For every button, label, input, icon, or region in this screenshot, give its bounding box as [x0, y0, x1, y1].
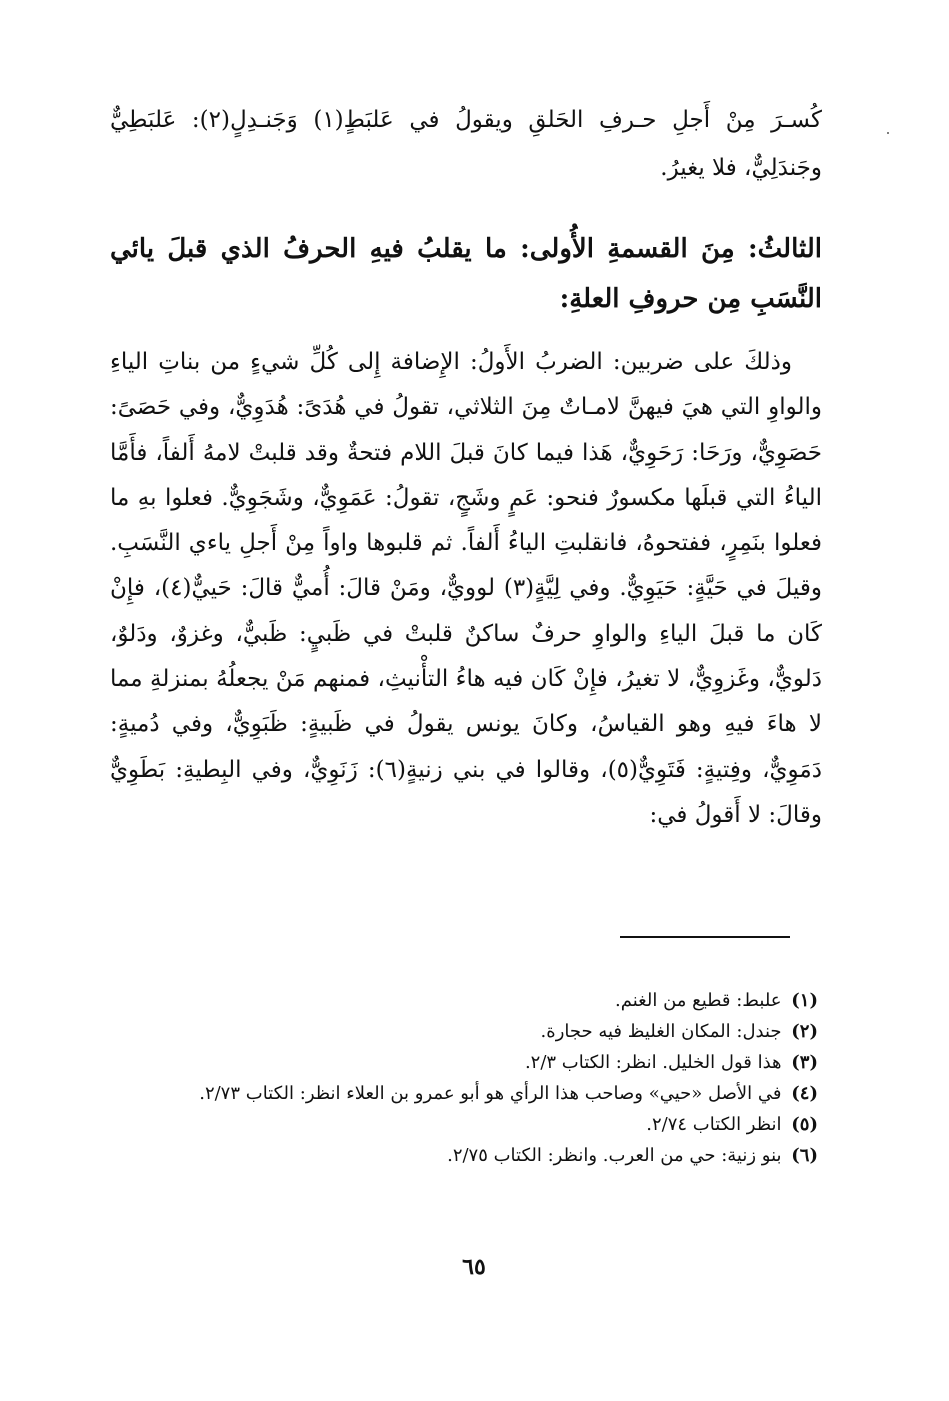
footnote-text: جندل: المكان الغليظ فيه حجارة.: [540, 1021, 782, 1042]
footnote-4: [110, 1078, 822, 1109]
footnote-number: (٢): [791, 1021, 818, 1042]
footnotes: [110, 985, 822, 1171]
footnote-text: علبط: قطيع من الغنم.: [615, 990, 782, 1011]
footnote-number: (٤): [791, 1083, 818, 1104]
footnote-number: (٣): [791, 1052, 818, 1073]
footnote-number: (١): [791, 990, 818, 1011]
intro-paragraph: كُسـرَ مِنْ أَجلِ حـرفِ الحَلقِ ويقولُ في عَلبَطٍ(١) وَجَنـدِلٍ(٢): عَلبَطِيٌّ وجَندَلِيٌّ، فلا يغيرُ.: [110, 107, 822, 181]
footnote-text: هذا قول الخليل. انظر: الكتاب ٢/٣.: [524, 1052, 782, 1073]
footnote-number: (٦): [791, 1145, 818, 1166]
footnote-number: (٥): [791, 1114, 818, 1135]
section-heading: الثالثُ: مِنَ القسمةِ الأُولى: ما يقلبُ فيهِ الحرفُ الذي قبلَ يائي النَّسَبِ مِن حروفِ العلةِ:: [110, 234, 822, 314]
footnote-1: [110, 985, 822, 1016]
footnote-separator: [620, 936, 790, 938]
body-paragraph: وذلكَ على ضربين: الضربُ الأَولُ: الإِضافة إِلى كُلِّ شيءٍ من بناتِ الياءِ والواوِ التي هيَ فيهنَّ لامـاتٌ مِنَ الثلاثي، تقولُ في هُدَىً: هُدَوِيٌّ، وفي حَصَىً: حَصَوِيٌّ، ورَحَا: رَحَوِيٌّ، هَذا فيما كانَ قبلَ اللام فتحةٌ وقد قلبتْ لامهُ أَلفاً، فأَمَّا الياءُ التي قبلَها مكسورٌ فنحو: عَمٍ وشَجٍ، تقولُ: عَمَوِيٌّ، وشَجَوِيٌّ. فعلوا بهِ ما فعلوا بنَمِرٍ، ففتحوهُ، فانقلبتِ الياءُ أَلفاً. ثم قلبوها واواً مِنْ أَجلِ ياءي النَّسَبِ. وقيلَ في حَيَّةٍ: حَيَوِيٌّ. وفي لِيَّةٍ(٣) لوويٌّ، ومَنْ قالَ: أُميٌّ قالَ: حَييٌّ(٤)، فإِنْ كَان ما قبلَ الياءِ والواوِ حرفٌ ساكنٌ قلبتْ في ظَبيٍ: ظَبيٌّ، وغزوٌ، ودَلوٌ، دَلويٌّ، وغَزوِيٌّ، لا تغيرُ، فإِنْ كَان فيه هاءُ التأْنيثِ، فمنهم مَنْ يجعلُهُ بمنزلةِ مما لا هاءَ فيهِ وهو القياسُ، وكانَ يونس يقولُ في ظَبيةٍ: ظَبَوِيٌّ، وفي دُميةٍ: دَمَوِيٌّ، وفِتيةٍ: فَتَوِيٌّ(٥)، وقالوا في بني زنيةٍ(٦): زَنَوِيٌّ، وفي البِطيةِ: بَطَوِيٌّ وقالَ: لا أَقولُ في:: [110, 349, 822, 828]
footnote-text: في الأصل «حيي» وصاحب هذا الرأي هو أبو عمرو بن العلاء انظر: الكتاب ٢/٧٣.: [199, 1083, 782, 1104]
page-number: ٦٥: [462, 1254, 486, 1280]
footnote-text: بنو زنية: حي من العرب. وانظر: الكتاب ٢/٧٥.: [447, 1145, 782, 1166]
scan-speck: [887, 132, 889, 134]
footnote-3: [110, 1047, 822, 1078]
footnote-2: [110, 1016, 822, 1047]
footnote-6: [110, 1140, 822, 1171]
footnote-text: انظر الكتاب ٢/٧٤.: [646, 1114, 782, 1135]
footnote-5: [110, 1109, 822, 1140]
